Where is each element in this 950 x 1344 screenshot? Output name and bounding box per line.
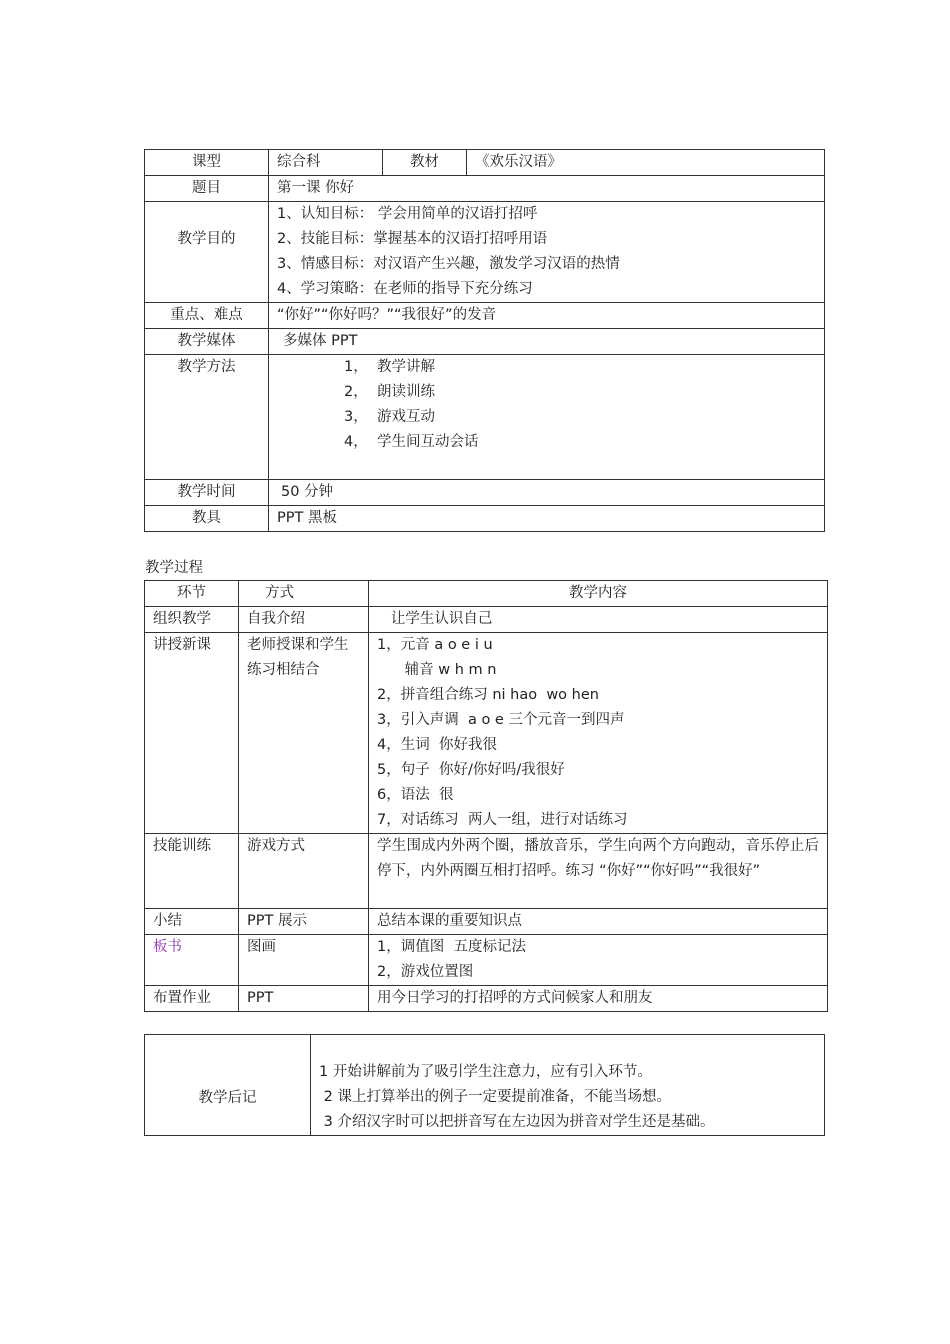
reflection-list <box>311 1035 825 1136</box>
table-row <box>145 607 828 633</box>
key-points-value: “你好”“你好吗？”“我很好”的发音 <box>269 303 825 329</box>
content-line: 4，生词 你好我很 <box>377 737 497 753</box>
time-label: 教学时间 <box>145 480 269 506</box>
stage-cell: 小结 <box>145 909 239 935</box>
content-line: 辅音 w h m n <box>377 662 497 678</box>
content-line: 2，游戏位置图 <box>377 964 474 980</box>
stage-cell: 板书 <box>145 935 239 986</box>
content-cell <box>369 909 828 935</box>
course-type-value: 综合科 <box>269 150 383 176</box>
mode-cell: 图画 <box>239 935 369 986</box>
tools-value: PPT 黑板 <box>269 506 825 532</box>
reflection-item: 1 开始讲解前为了吸引学生注意力，应有引入环节。 <box>319 1064 652 1080</box>
content-cell <box>369 935 828 986</box>
content-cell: 学生围成内外两个圈，播放音乐，学生向两个方向跑动，音乐停止后停下，内外两圈互相打招呼。练习 “你好”“你好吗”“我很好” <box>369 834 828 909</box>
table-row <box>145 909 828 935</box>
tools-label: 教具 <box>145 506 269 532</box>
methods-list <box>269 355 825 480</box>
topic-label: 题目 <box>145 176 269 202</box>
header-mode: 方式 <box>239 581 369 607</box>
textbook-label: 教材 <box>383 150 467 176</box>
content-cell <box>369 607 828 633</box>
stage-cell: 技能训练 <box>145 834 239 909</box>
goal-item: 3、情感目标：对汉语产生兴趣，激发学习汉语的热情 <box>277 256 620 272</box>
table-row <box>145 935 828 986</box>
content-line: 让学生认识自己 <box>377 611 493 627</box>
content-line: 1，元音 a o e i u <box>377 637 493 653</box>
time-value: 50 分钟 <box>269 480 825 506</box>
content-line: 6，语法 很 <box>377 787 454 803</box>
goal-item: 1、认知目标： 学会用简单的汉语打招呼 <box>277 206 538 222</box>
course-type-label: 课型 <box>145 150 269 176</box>
stage-cell: 讲授新课 <box>145 633 239 834</box>
methods-label: 教学方法 <box>145 355 269 480</box>
media-value: 多媒体 PPT <box>269 329 825 355</box>
table-row <box>145 834 828 909</box>
method-item: 1， 教学讲解 <box>344 359 435 375</box>
method-item: 2， 朗读训练 <box>344 384 435 400</box>
mode-cell: 游戏方式 <box>239 834 369 909</box>
content-line: 2，拼音组合练习 ni hao wo hen <box>377 687 599 703</box>
content-cell <box>369 986 828 1012</box>
mode-cell: 自我介绍 <box>239 607 369 633</box>
goal-item: 4、学习策略：在老师的指导下充分练习 <box>277 281 533 297</box>
lesson-info-table <box>144 149 825 532</box>
content-line: 总结本课的重要知识点 <box>377 913 522 929</box>
reflection-table <box>144 1034 825 1136</box>
process-caption: 教学过程 <box>145 560 203 576</box>
media-label: 教学媒体 <box>145 329 269 355</box>
table-row <box>145 986 828 1012</box>
topic-value: 第一课 你好 <box>269 176 825 202</box>
mode-cell: PPT <box>239 986 369 1012</box>
mode-cell: 老师授课和学生练习相结合 <box>239 633 369 834</box>
method-item: 4， 学生间互动会话 <box>344 434 479 450</box>
header-stage: 环节 <box>145 581 239 607</box>
content-line: 7，对话练习 两人一组，进行对话练习 <box>377 812 628 828</box>
content-line: 用今日学习的打招呼的方式问候家人和朋友 <box>377 990 653 1006</box>
reflection-label: 教学后记 <box>145 1035 311 1136</box>
content-line: 3，引入声调 a o e 三个元音一到四声 <box>377 712 625 728</box>
content-cell <box>369 633 828 834</box>
goal-item: 2、技能目标：掌握基本的汉语打招呼用语 <box>277 231 548 247</box>
content-line: 1，调值图 五度标记法 <box>377 939 526 955</box>
textbook-value: 《欢乐汉语》 <box>467 150 825 176</box>
goals-list <box>269 202 825 303</box>
header-content: 教学内容 <box>369 581 828 607</box>
reflection-item: 2 课上打算举出的例子一定要提前准备，不能当场想。 <box>319 1089 671 1105</box>
process-table <box>144 580 828 1012</box>
key-points-label: 重点、难点 <box>145 303 269 329</box>
reflection-item: 3 介绍汉字时可以把拼音写在左边因为拼音对学生还是基础。 <box>319 1114 715 1130</box>
mode-cell: PPT 展示 <box>239 909 369 935</box>
goals-label: 教学目的 <box>145 202 269 303</box>
stage-cell: 布置作业 <box>145 986 239 1012</box>
stage-cell: 组织教学 <box>145 607 239 633</box>
content-line: 5，句子 你好/你好吗/我很好 <box>377 762 565 778</box>
method-item: 3， 游戏互动 <box>344 409 435 425</box>
table-row <box>145 633 828 834</box>
